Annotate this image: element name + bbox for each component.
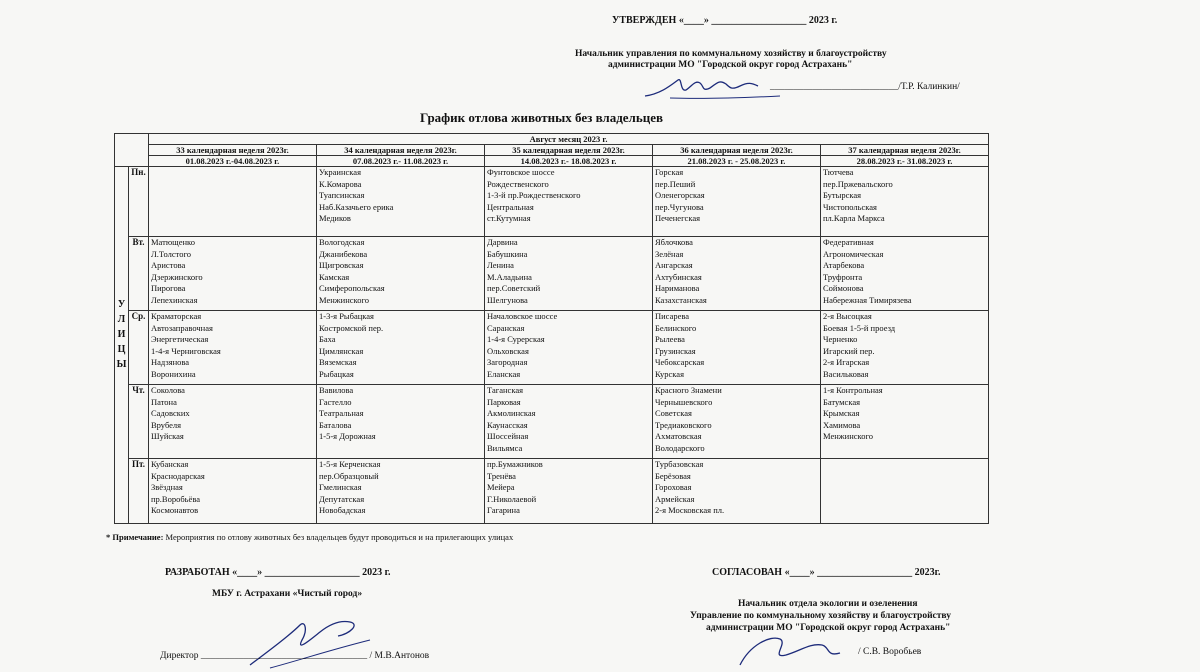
street-name: Новобадская: [319, 505, 366, 516]
week-dates: 21.08.2023 г. - 25.08.2023 г.: [653, 156, 821, 167]
street-name: Туапсинская: [319, 190, 365, 201]
street-name: Тредиаковского: [655, 419, 712, 430]
street-name: Г.Николаевой: [487, 493, 537, 504]
agreed-position-3: администрации МО "Городской округ город Астрахань": [706, 623, 951, 633]
street-name: Лепехинская: [151, 294, 198, 305]
street-name: Советская: [655, 408, 692, 419]
agreed-signature: [730, 625, 860, 672]
day-row: [115, 385, 989, 459]
approver-signature-line: ___________________________/Т.Р. Калинкин/: [770, 82, 960, 92]
street-name: Медиков: [319, 213, 351, 224]
street-name: Агрономическая: [823, 248, 884, 259]
street-name: Ахматовская: [655, 431, 702, 442]
street-cell: [149, 237, 317, 311]
week-dates: 14.08.2023 г.- 18.08.2023 г.: [485, 156, 653, 167]
street-name: Автозаправочная: [151, 322, 213, 333]
street-name: Джанибекова: [319, 248, 368, 259]
street-name: Баталова: [319, 419, 352, 430]
street-name: Зелёная: [655, 248, 684, 259]
street-name: Депутатская: [319, 493, 365, 504]
agreed-line: СОГЛАСОВАН «____» ___________________ 2023г.: [712, 567, 941, 578]
street-name: Грузинская: [655, 345, 696, 356]
street-name: Труфронта: [823, 271, 863, 282]
street-name: Рылеева: [655, 334, 685, 345]
street-name: Шелгунова: [487, 294, 528, 305]
street-name: Чистопольская: [823, 201, 877, 212]
streets-label-letter: Ц: [117, 344, 126, 355]
street-name: Камская: [319, 271, 350, 282]
director-signature-line: Директор ___________________________________ / М.В.Антонов: [160, 651, 430, 661]
street-name: Курская: [655, 368, 684, 379]
street-name: ст.Кутумная: [487, 213, 531, 224]
street-name: пер.Чугунова: [655, 201, 704, 212]
street-name: К.Комарова: [319, 178, 362, 189]
street-name: Баха: [319, 334, 336, 345]
week-dates-row: [115, 156, 989, 167]
street-name: Л.Толстого: [151, 248, 191, 259]
note-label: * Примечание:: [106, 532, 164, 542]
street-name: Кубанская: [151, 459, 189, 469]
street-name: Мейера: [487, 482, 515, 493]
street-cell: [653, 167, 821, 237]
street-name: Писарева: [655, 311, 690, 321]
street-name: Аристова: [151, 260, 186, 271]
corner-cell: [115, 134, 149, 167]
week-dates: 07.08.2023 г.- 11.08.2023 г.: [317, 156, 485, 167]
street-name: Васильковая: [823, 368, 869, 379]
street-name: Садовских: [151, 408, 190, 419]
street-name: Атарбекова: [823, 260, 865, 271]
developer-org: МБУ г. Астрахани «Чистый город»: [212, 589, 363, 599]
street-name: Вяземская: [319, 357, 357, 368]
street-cell: [653, 311, 821, 385]
street-cell: [485, 311, 653, 385]
month-header-row: [115, 134, 989, 145]
street-name: пер.Пеший: [655, 178, 696, 189]
street-name: Каунасская: [487, 419, 528, 430]
street-name: Вавилова: [319, 385, 354, 395]
street-name: 1-5-я Дорожная: [319, 431, 376, 442]
streets-label-letter: И: [117, 329, 126, 340]
developed-line: РАЗРАБОТАН «____» ___________________ 2023 г.: [165, 567, 391, 578]
street-name: Краснодарская: [151, 470, 205, 481]
week-dates: 01.08.2023 г.-04.08.2023 г.: [149, 156, 317, 167]
street-name: Тренёва: [487, 470, 516, 481]
approval-line: УТВЕРЖДЕН «____» ___________________ 2023 г.: [612, 15, 838, 26]
street-name: Парковая: [487, 396, 521, 407]
street-cell: [317, 385, 485, 459]
street-name: Таганская: [487, 385, 524, 395]
street-name: 1-5-я Керченская: [319, 459, 381, 469]
street-name: Шоссейная: [487, 431, 529, 442]
street-name: Звёздная: [151, 482, 183, 493]
street-name: Бабушкина: [487, 248, 528, 259]
street-name: Шуйская: [151, 431, 184, 442]
street-name: пр.Бумажников: [487, 459, 543, 469]
street-name: Дзержинского: [151, 271, 203, 282]
street-cell: [317, 459, 485, 524]
street-name: Краматорская: [151, 311, 202, 321]
street-name: Космонавтов: [151, 505, 199, 516]
street-name: 1-3-я Рыбацкая: [319, 311, 374, 321]
street-name: Украинская: [319, 167, 361, 177]
street-name: 1-4-я Черниговская: [151, 345, 221, 356]
day-row: [115, 167, 989, 237]
street-name: Ахтубинская: [655, 271, 702, 282]
day-label: Пт.: [129, 459, 149, 524]
street-name: 1-4-я Суреpская: [487, 334, 545, 345]
street-name: Гмелинская: [319, 482, 362, 493]
street-name: Крымская: [823, 408, 860, 419]
approver-position-1: Начальник управления по коммунальному хозяйству и благоустройству: [575, 49, 887, 59]
street-name: Дарвина: [487, 237, 518, 247]
street-name: Володарского: [655, 442, 705, 453]
approver-signature: [640, 68, 790, 108]
month-header: Август месяц 2023 г.: [149, 134, 989, 145]
street-name: Патона: [151, 396, 177, 407]
street-name: пл.Карла Маркса: [823, 213, 885, 224]
week-name: 37 календарная неделя 2023г.: [821, 145, 989, 156]
street-name: Центральная: [487, 201, 534, 212]
street-name: Горская: [655, 167, 684, 177]
street-cell: [485, 459, 653, 524]
street-name: Надзянова: [151, 357, 190, 368]
street-name: 2-я Московская пл.: [655, 505, 725, 516]
streets-vertical-cell: [115, 167, 129, 524]
street-name: Ангарская: [655, 260, 693, 271]
street-name: Гагарина: [487, 505, 520, 516]
street-cell: [317, 311, 485, 385]
street-name: Воронихина: [151, 368, 196, 379]
week-name-row: [115, 145, 989, 156]
day-label: Вт.: [129, 237, 149, 311]
street-cell: [821, 167, 989, 237]
day-label: Пн.: [129, 167, 149, 237]
street-name: 2-я Высоцкая: [823, 311, 872, 321]
street-name: 1-3-й пр.Рождественского: [487, 190, 581, 201]
street-cell: [317, 237, 485, 311]
street-name: пер.Образцовый: [319, 470, 379, 481]
street-name: Турбазовская: [655, 459, 704, 469]
streets-label-letter: У: [117, 299, 126, 310]
street-name: Батумская: [823, 396, 861, 407]
street-name: Матющенко: [151, 237, 195, 247]
schedule-table: [114, 133, 989, 524]
street-name: Ольховская: [487, 345, 529, 356]
street-name: Белинского: [655, 322, 697, 333]
street-name: Яблочкова: [655, 237, 693, 247]
street-name: Акмолинская: [487, 408, 536, 419]
street-name: Пирогова: [151, 283, 186, 294]
street-name: Цимлянская: [319, 345, 364, 356]
street-name: Рыбацкая: [319, 368, 354, 379]
street-name: Гороховая: [655, 482, 692, 493]
street-cell: [653, 459, 821, 524]
street-name: Энергетическая: [151, 334, 209, 345]
street-name: Загородная: [487, 357, 528, 368]
street-name: Наб.Казачьего ерика: [319, 201, 394, 212]
street-name: Боевая 1-5-й проезд: [823, 322, 896, 333]
street-name: пер.Пржевальского: [823, 178, 893, 189]
street-cell: [821, 459, 989, 524]
day-label: Чт.: [129, 385, 149, 459]
street-name: Черненко: [823, 334, 858, 345]
street-name: Красного Знамени: [655, 385, 722, 395]
street-name: Нариманова: [655, 283, 700, 294]
day-row: [115, 459, 989, 524]
day-label: Ср.: [129, 311, 149, 385]
street-name: Саранская: [487, 322, 525, 333]
week-dates: 28.08.2023 г.- 31.08.2023 г.: [821, 156, 989, 167]
approver-position-2: администрации МО "Городской округ город Астрахань": [608, 60, 853, 70]
street-name: Гастелло: [319, 396, 352, 407]
street-name: пр.Воробьёва: [151, 493, 200, 504]
street-name: Фунтовское шоссе: [487, 167, 555, 177]
week-name: 36 календарная неделя 2023г.: [653, 145, 821, 156]
street-name: 1-я Контрольная: [823, 385, 883, 395]
street-cell: [485, 237, 653, 311]
document-title: График отлова животных без владельцев: [420, 110, 664, 125]
street-name: 2-я Игарская: [823, 357, 870, 368]
street-cell: [821, 237, 989, 311]
street-name: Федеративная: [823, 237, 874, 247]
street-name: Вильямса: [487, 442, 523, 453]
street-name: Щигровская: [319, 260, 364, 271]
street-name: пер.Советский: [487, 283, 541, 294]
street-name: Хамимова: [823, 419, 861, 430]
street-name: Вологодская: [319, 237, 365, 247]
street-name: Чебоксарская: [655, 357, 705, 368]
street-name: Тютчева: [823, 167, 854, 177]
street-cell: [653, 237, 821, 311]
street-name: Набережная Тимирязева: [823, 294, 912, 305]
day-row: [115, 237, 989, 311]
street-name: Началовское шоссе: [487, 311, 558, 321]
street-cell: [821, 311, 989, 385]
street-cell: [821, 385, 989, 459]
week-name: 34 календарная неделя 2023г.: [317, 145, 485, 156]
director-signature: [230, 610, 390, 672]
street-cell: [149, 385, 317, 459]
street-cell: [485, 167, 653, 237]
week-name: 35 календарная неделя 2023г.: [485, 145, 653, 156]
streets-label-letter: Л: [117, 314, 126, 325]
street-name: Берёзовая: [655, 470, 691, 481]
street-cell: [485, 385, 653, 459]
street-cell: [149, 311, 317, 385]
street-name: Еланская: [487, 368, 521, 379]
street-name: Казахстанская: [655, 294, 707, 305]
streets-label: [117, 167, 126, 372]
street-name: Менжинского: [823, 431, 873, 442]
agreed-signature-name: / С.В. Воробьев: [858, 647, 922, 657]
street-name: Костромской пер.: [319, 322, 384, 333]
note: [106, 532, 513, 542]
week-name: 33 календарная неделя 2023г.: [149, 145, 317, 156]
streets-label-letter: Ы: [116, 359, 127, 370]
street-name: Чернышевского: [655, 396, 713, 407]
street-name: Оленегорская: [655, 190, 705, 201]
street-name: Ленина: [487, 260, 514, 271]
street-name: Соймонова: [823, 283, 864, 294]
street-name: Симферопольская: [319, 283, 385, 294]
note-text: Мероприятия по отлову животных без владельцев будут проводиться и на прилегающих улицах: [165, 532, 514, 542]
street-name: Соколова: [151, 385, 185, 395]
street-name: Бутырская: [823, 190, 862, 201]
street-cell: [317, 167, 485, 237]
street-name: Игарский пер.: [823, 345, 875, 356]
agreed-position-1: Начальник отдела экологии и озеленения: [738, 599, 918, 609]
street-name: Менжинского: [319, 294, 369, 305]
street-cell: [149, 459, 317, 524]
street-name: Армейская: [655, 493, 695, 504]
street-cell: [149, 167, 317, 237]
street-cell: [653, 385, 821, 459]
street-name: Врубеля: [151, 419, 182, 430]
day-row: [115, 311, 989, 385]
agreed-position-2: Управление по коммунальному хозяйству и благоустройству: [690, 611, 951, 621]
street-name: Печенегская: [655, 213, 701, 224]
street-name: М.Аладьина: [487, 271, 532, 282]
street-name: Театральная: [319, 408, 364, 419]
street-name: Рождественского: [487, 178, 549, 189]
